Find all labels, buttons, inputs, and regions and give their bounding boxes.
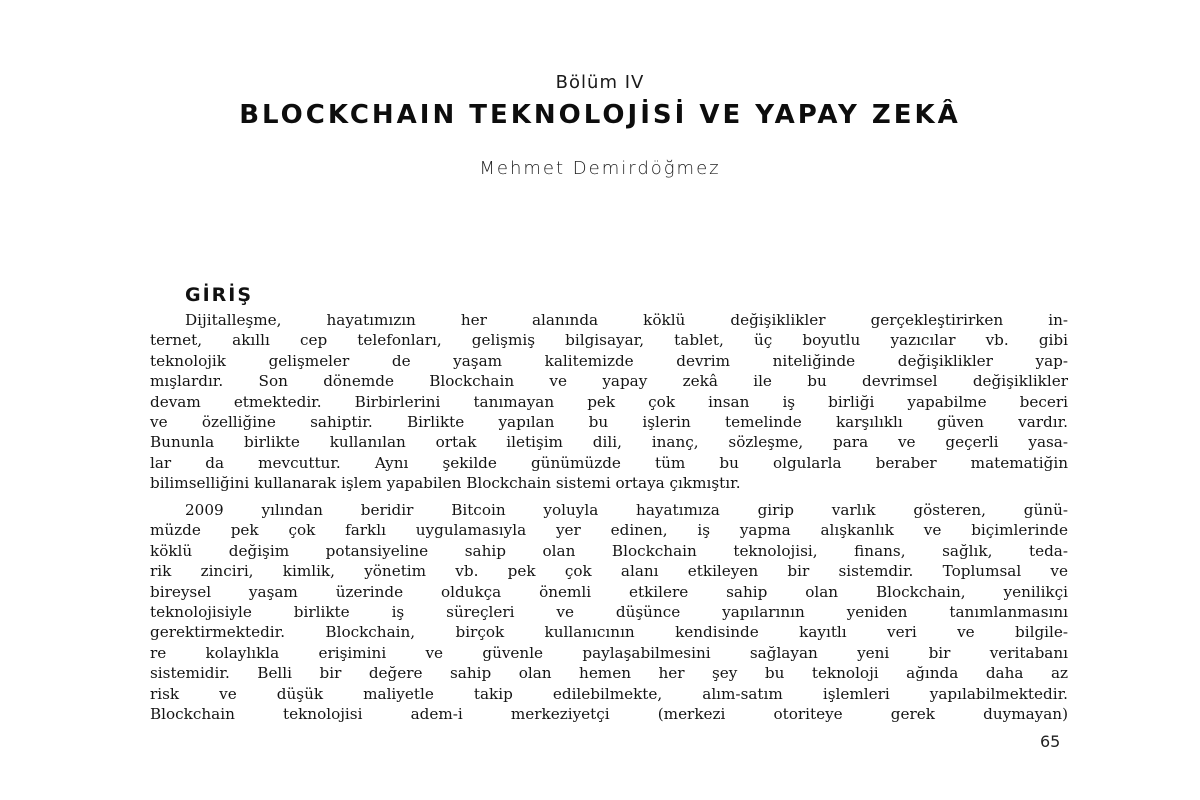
text-line: köklü değişim potansiyeline sahip olan Blockchain teknolojisi, finans, sağlık, teda- xyxy=(150,541,1068,560)
text-line: sistemidir. Belli bir değere sahip olan hemen her şey bu teknoloji ağında daha az xyxy=(150,664,1068,683)
text-line: mışlardır. Son dönemde Blockchain ve yapay zekâ ile bu devrimsel değişiklikler xyxy=(150,372,1068,391)
text-line: Blockchain teknolojisi adem-i merkeziyetçi (merkezi otoriteye gerek duymayan) xyxy=(150,704,1068,723)
text-line: re kolaylıkla erişimini ve güvenle paylaşabilmesini sağlayan yeni bir veritabanı xyxy=(150,643,1068,662)
paragraph-1 xyxy=(150,310,1068,494)
text-line: lar da mevcuttur. Aynı şekilde günümüzde tüm bu olgularla beraber matematiğin xyxy=(150,453,1068,472)
text-line: Bununla birlikte kullanılan ortak iletişim dili, inanç, sözleşme, para ve geçerli yasa- xyxy=(150,433,1068,452)
text-line: devam etmektedir. Birbirlerini tanımayan pek çok insan iş birliği yapabilme beceri xyxy=(150,392,1068,411)
chapter-title: BLOCKCHAIN TEKNOLOJİSİ VE YAPAY ZEKÂ xyxy=(239,100,961,130)
section-heading: GİRİŞ xyxy=(185,284,254,306)
text-line: ternet, akıllı cep telefonları, gelişmiş bilgisayar, tablet, üç boyutlu yazıcılar vb. gibi xyxy=(150,331,1068,350)
chapter-label: Bölüm IV xyxy=(555,72,645,93)
text-line: gerektirmektedir. Blockchain, birçok kullanıcının kendisinde kayıtlı veri ve bilgile- xyxy=(150,623,1068,642)
paragraph-2 xyxy=(150,500,1068,724)
text-line: 2009 yılından beridir Bitcoin yoluyla hayatımıza girip varlık gösteren, günü- xyxy=(185,501,1068,519)
text-line: rik zinciri, kimlik, yönetim vb. pek çok alanı etkileyen bir sistemdir. Toplumsal ve xyxy=(150,562,1068,581)
text-line: ve özelliğine sahiptir. Birlikte yapılan bu işlerin temelinde karşılıklı güven vardır. xyxy=(150,412,1068,431)
text-line: bireysel yaşam üzerinde oldukça önemli etkilere sahip olan Blockchain, yenilikçi xyxy=(150,582,1068,601)
text-line: teknolojik gelişmeler de yaşam kalitemizde devrim niteliğinde değişiklikler yap- xyxy=(150,351,1068,370)
text-line: risk ve düşük maliyetle takip edilebilmekte, alım-satım işlemleri yapılabilmektedir. xyxy=(150,684,1068,703)
page-number: 65 xyxy=(1040,732,1061,751)
text-line: bilimselliğini kullanarak işlem yapabilen Blockchain sistemi ortaya çıkmıştır. xyxy=(150,474,741,493)
text-line: Dijitalleşme, hayatımızın her alanında köklü değişiklikler gerçekleştirirken in- xyxy=(185,311,1068,329)
text-line: müzde pek çok farklı uygulamasıyla yer edinen, iş yapma alışkanlık ve biçimlerinde xyxy=(150,521,1068,540)
text-line: teknolojisiyle birlikte iş süreçleri ve düşünce yapılarının yeniden tanımlanmasını xyxy=(150,602,1068,621)
author-name: Mehmet Demirdöğmez xyxy=(479,158,721,179)
